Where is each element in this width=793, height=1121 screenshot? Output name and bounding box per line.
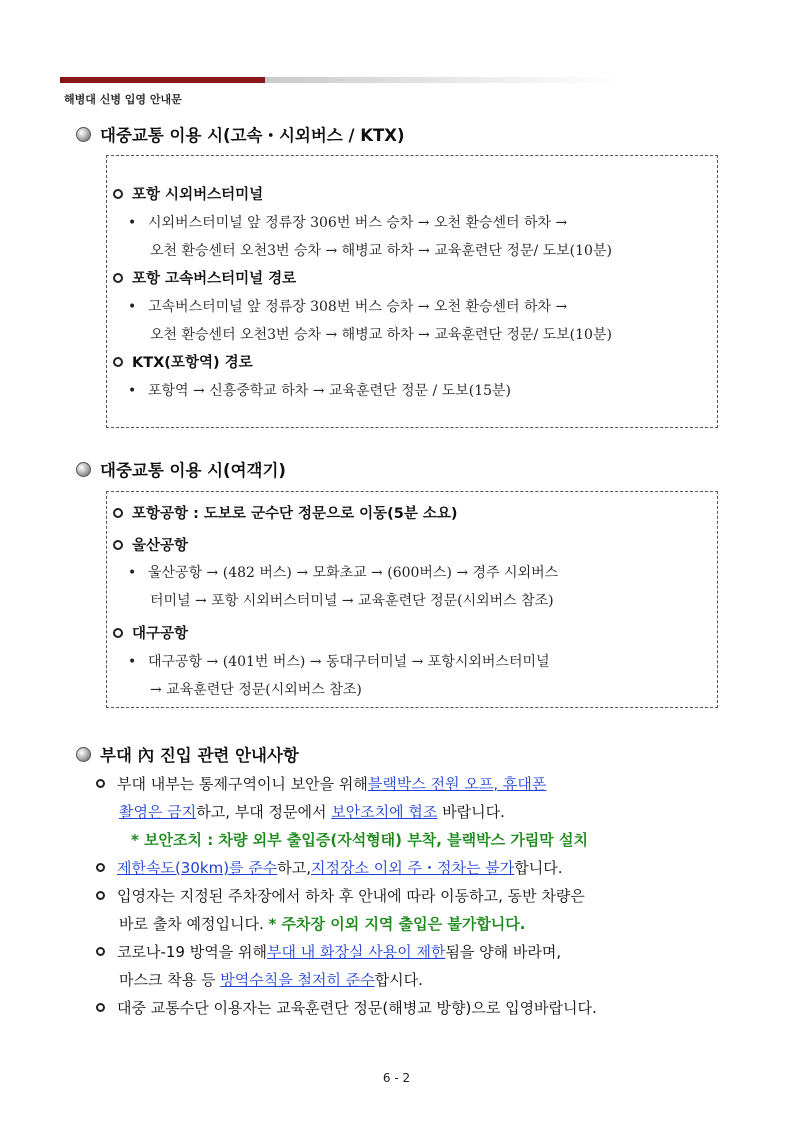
section-heading-airplane [76, 457, 286, 481]
highlight-no-parking: 지정장소 이외 주・정차는 불가 [311, 859, 515, 877]
section-title: 대중교통 이용 시(고속・시외버스 / KTX) [100, 126, 405, 145]
route-name: 포항 시외버스터미널 [132, 187, 264, 203]
notice-item-covid: 코로나-19 방역을 위해 부대 내 화장실 사용이 제한 됨을 양해 바라며, [96, 941, 561, 962]
header-bar [60, 77, 620, 83]
route-name: 울산공항 [132, 538, 189, 554]
highlight-blackbox: 블랙박스 전원 오프, 휴대폰 [367, 775, 547, 793]
route-step-cont: 터미널 → 포항 시외버스터미널 → 교육훈련단 정문(시외버스 참조) [150, 593, 554, 609]
ring-bullet-icon [96, 947, 105, 956]
highlight-security-cooperation: 보안조치에 협조 [331, 803, 438, 821]
document-title: 해병대 신병 입영 안내문 [64, 93, 182, 106]
notice-item-security-cont: 촬영은 금지하고, 부대 정문에서 보안조치에 협조 바랍니다. [119, 803, 505, 821]
highlight-speed-limit: 제한속도(30km)를 준수 [117, 859, 278, 877]
route-title-ulsan [113, 534, 188, 555]
ring-bullet-icon [113, 628, 123, 638]
ring-bullet-icon [113, 357, 123, 367]
parking-note: * 주차장 이외 지역 출입은 불가합니다. [268, 915, 526, 933]
route-name: 대구공항 [132, 626, 189, 642]
route-step-cont: → 교육훈련단 정문(시외버스 참조) [150, 682, 362, 698]
notice-item-speed: 제한속도(30km)를 준수 하고, 지정장소 이외 주・정차는 불가 합니다. [96, 857, 562, 878]
notice-item-security: 부대 내부는 통제구역이니 보안을 위해 블랙박스 전원 오프, 휴대폰 [96, 773, 546, 794]
section-heading-bus-ktx [76, 122, 405, 146]
route-step: • 시외버스터미널 앞 정류장 306번 버스 승차 → 오천 환승센터 하차 → [128, 215, 568, 231]
section-title: 부대 內 진입 관련 안내사항 [100, 746, 299, 765]
ring-bullet-icon [96, 863, 105, 872]
ring-bullet-icon [113, 189, 123, 199]
notice-item-entrance: 대중 교통수단 이용자는 교육훈련단 정문(해병교 방향)으로 입영바랍니다. [96, 997, 597, 1018]
page-number: 6 - 2 [382, 1071, 411, 1085]
route-title-ktx [113, 351, 253, 372]
route-step: • 포항역 → 신흥중학교 하차 → 교육훈련단 정문 / 도보(15분) [128, 383, 511, 399]
ring-bullet-icon [96, 779, 105, 788]
route-name: 포항 고속버스터미널 경로 [132, 271, 297, 287]
ring-bullet-icon [96, 1003, 105, 1012]
route-name: KTX(포항역) 경로 [132, 355, 253, 371]
section-title: 대중교통 이용 시(여객기) [100, 461, 286, 480]
section-heading-base-entry [76, 742, 299, 766]
highlight-photo-ban: 촬영은 금지 [119, 803, 197, 821]
route-title-daegu [113, 622, 188, 643]
notice-item-parking-cont: 바로 출차 예정입니다. * 주차장 이외 지역 출입은 불가합니다. [119, 915, 526, 933]
ring-bullet-icon [113, 508, 123, 518]
security-note: * 보안조치 : 차량 외부 출입증(자석형태) 부착, 블랙박스 가림막 설치 [131, 831, 588, 849]
bullet-circle-icon [76, 462, 91, 477]
route-step: • 울산공항 → (482 버스) → 모화초교 → (600버스) → 경주 시외버스 [128, 565, 559, 581]
highlight-quarantine: 방역수칙을 철저히 준수 [220, 971, 375, 989]
ring-bullet-icon [113, 273, 123, 283]
route-step: • 고속버스터미널 앞 정류장 308번 버스 승차 → 오천 환승센터 하차 → [128, 299, 568, 315]
notice-item-covid-cont: 마스크 착용 등 방역수칙을 철저히 준수합시다. [119, 971, 423, 989]
route-step-cont: 오천 환승센터 오천3번 승차 → 해병교 하차 → 교육훈련단 정문/ 도보(10분) [150, 327, 612, 343]
route-title-pohang-airport [113, 502, 458, 523]
highlight-restroom: 부대 내 화장실 사용이 제한 [266, 943, 446, 961]
route-name: 포항공항 : 도보로 군수단 정문으로 이동(5분 소요) [132, 506, 458, 522]
ring-bullet-icon [96, 891, 105, 900]
ring-bullet-icon [113, 540, 123, 550]
route-title-express [113, 267, 296, 288]
notice-item-parking: 입영자는 지정된 주차장에서 하차 후 안내에 따라 이동하고, 동반 차량은 [96, 885, 585, 906]
route-step-cont: 오천 환승센터 오천3번 승차 → 해병교 하차 → 교육훈련단 정문/ 도보(10분) [150, 243, 612, 259]
bullet-circle-icon [76, 747, 91, 762]
bullet-circle-icon [76, 127, 91, 142]
route-title-intercity [113, 183, 263, 204]
route-step: • 대구공항 → (401번 버스) → 동대구터미널 → 포항시외버스터미널 [128, 654, 550, 670]
